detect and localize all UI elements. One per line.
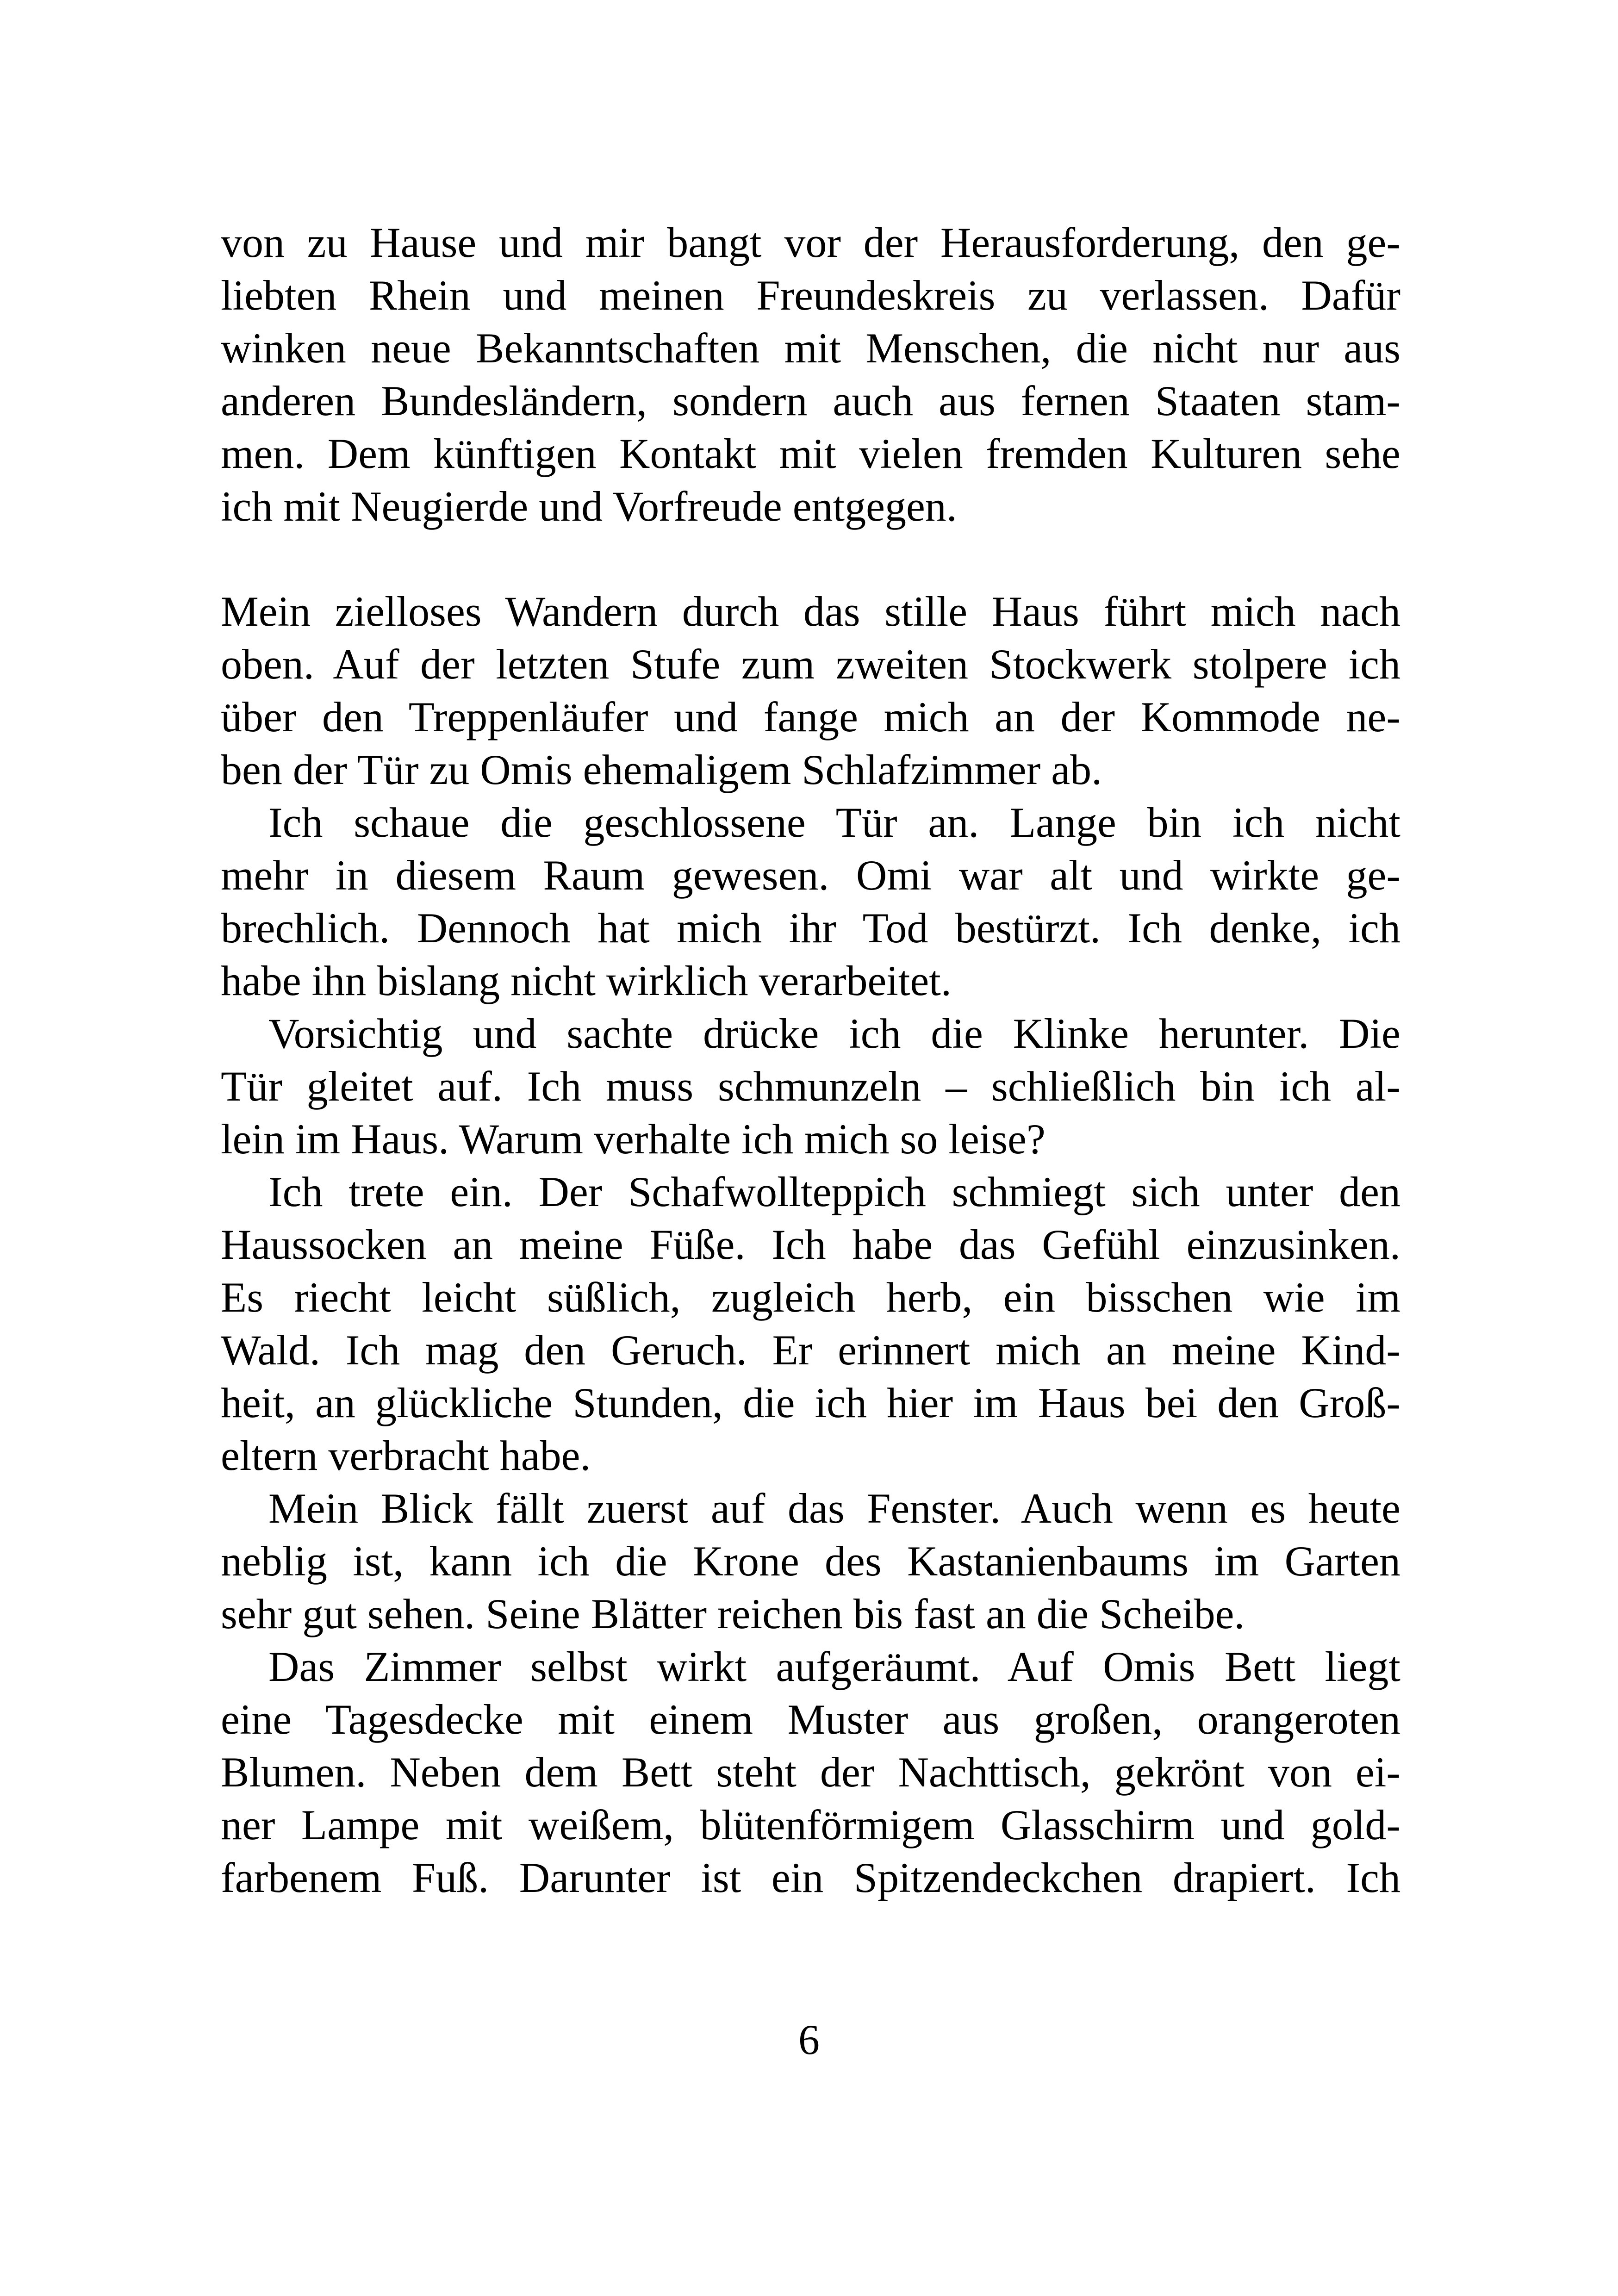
paragraph-2 [221,585,1400,796]
text-line: ben der Tür zu Omis ehemaligem Schlafzimmer ab. [221,746,1102,793]
text-line: habe ihn bislang nicht wirklich verarbeitet. [221,957,952,1004]
text-line: Mein Blick fällt zuerst auf das Fenster. Auch wenn es heute [268,1485,1400,1532]
page-number: 6 [798,2016,820,2063]
text-line: über den Treppenläufer und fange mich an der Kommode ne- [221,693,1400,740]
text-line: Ich trete ein. Der Schafwollteppich schmiegt sich unter den [268,1168,1400,1215]
text-line: Das Zimmer selbst wirkt aufgeräumt. Auf Omis Bett liegt [268,1643,1400,1690]
text-line: neblig ist, kann ich die Krone des Kastanienbaums im Garten [221,1537,1400,1585]
text-line: lein im Haus. Warum verhalte ich mich so leise? [221,1115,1045,1163]
text-line: Wald. Ich mag den Geruch. Er erinnert mich an meine Kind- [221,1326,1400,1374]
text-line: Tür gleitet auf. Ich muss schmunzeln – schließlich bin ich al- [221,1063,1400,1110]
text-line: mehr in diesem Raum gewesen. Omi war alt und wirkte ge- [221,852,1400,899]
text-line: Es riecht leicht süßlich, zugleich herb, ein bisschen wie im [221,1274,1400,1321]
text-line: Haussocken an meine Füße. Ich habe das Gefühl einzusinken. [221,1221,1400,1268]
paragraph-7 [221,1640,1400,1904]
text-line: liebten Rhein und meinen Freundeskreis zu verlassen. Dafür [221,272,1400,319]
paragraph-3 [221,796,1400,1007]
text-line: eine Tagesdecke mit einem Muster aus großen, orangeroten [221,1696,1400,1743]
text-line: brechlich. Dennoch hat mich ihr Tod bestürzt. Ich denke, ich [221,904,1400,952]
text-line: ich mit Neugierde und Vorfreude entgegen. [221,483,957,530]
paragraph-1 [221,216,1400,533]
text-line: heit, an glückliche Stunden, die ich hier im Haus bei den Groß- [221,1379,1400,1426]
text-line: Mein zielloses Wandern durch das stille Haus führt mich nach [221,588,1400,635]
paragraph-4 [221,1007,1400,1165]
text-line: Ich schaue die geschlossene Tür an. Lange bin ich nicht [268,799,1400,846]
text-line: Vorsichtig und sachte drücke ich die Klinke herunter. Die [268,1010,1400,1057]
text-line: Blumen. Neben dem Bett steht der Nachttisch, gekrönt von ei- [221,1748,1400,1796]
text-line: farbenem Fuß. Darunter ist ein Spitzendeckchen drapiert. Ich [221,1854,1400,1901]
paragraph-5 [221,1165,1400,1482]
text-line: sehr gut sehen. Seine Blätter reichen bis fast an die Scheibe. [221,1590,1245,1637]
text-line: men. Dem künftigen Kontakt mit vielen fremden Kulturen sehe [221,430,1400,477]
text-line: winken neue Bekanntschaften mit Menschen, die nicht nur aus [221,324,1400,372]
text-line: anderen Bundesländern, sondern auch aus fernen Staaten stam- [221,377,1400,424]
text-line: oben. Auf der letzten Stufe zum zweiten Stockwerk stolpere ich [221,641,1400,688]
text-line: ner Lampe mit weißem, blütenförmigem Glasschirm und gold- [221,1801,1400,1848]
paragraph-6 [221,1482,1400,1640]
text-line: von zu Hause und mir bangt vor der Herausforderung, den ge- [221,219,1400,266]
text-line: eltern verbracht habe. [221,1432,591,1479]
